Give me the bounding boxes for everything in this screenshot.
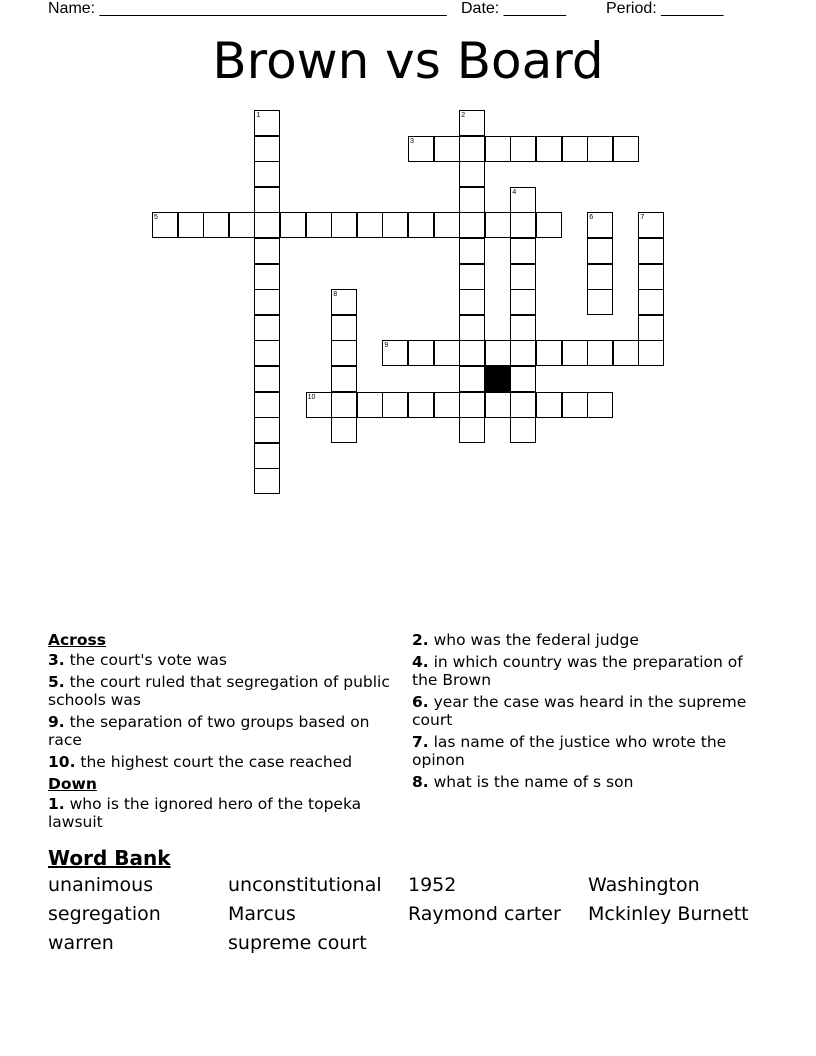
clue-number: 7 [640, 214, 645, 222]
crossword-cell[interactable] [562, 392, 588, 418]
crossword-cell[interactable] [459, 161, 485, 187]
word-bank-item: supreme court [228, 932, 367, 954]
crossword-cell[interactable] [254, 289, 280, 315]
clue-number: 4 [512, 188, 517, 196]
word-bank-item: Washington [588, 874, 700, 896]
word-bank-item: unanimous [48, 874, 154, 896]
crossword-cell[interactable] [587, 238, 613, 264]
clue-number: 8 [333, 291, 338, 299]
crossword-cell[interactable] [434, 340, 460, 366]
blocked-cell [485, 366, 511, 392]
crossword-cell[interactable] [587, 392, 613, 418]
crossword-cell[interactable] [254, 340, 280, 366]
crossword-cell[interactable] [536, 392, 562, 418]
period-field[interactable]: Period: _______ [606, 0, 724, 17]
crossword-cell[interactable] [510, 315, 536, 341]
crossword-cell[interactable] [254, 187, 280, 213]
crossword-cell[interactable] [254, 443, 280, 469]
clue-number: 1 [256, 112, 261, 119]
crossword-cell[interactable] [331, 366, 357, 392]
crossword-cell[interactable] [510, 212, 536, 238]
clue-number: 10 [307, 393, 316, 401]
crossword-cell[interactable] [254, 238, 280, 264]
crossword-cell[interactable] [178, 212, 204, 238]
crossword-cell[interactable] [562, 340, 588, 366]
crossword-cell[interactable] [459, 417, 485, 443]
clues-left-column [48, 631, 393, 835]
crossword-cell[interactable] [510, 392, 536, 418]
crossword-cell[interactable] [254, 136, 280, 162]
crossword-cell[interactable] [638, 340, 664, 366]
crossword-cell[interactable] [434, 392, 460, 418]
clue-across-10: 10. the highest court the case reached [48, 753, 353, 771]
crossword-cell[interactable] [562, 136, 588, 162]
crossword-cell[interactable] [408, 392, 434, 418]
word-bank-item: Raymond carter [408, 903, 561, 925]
clue-across-3: 3. the court's vote was [48, 651, 227, 669]
crossword-cell[interactable] [434, 136, 460, 162]
crossword-cell[interactable] [587, 264, 613, 290]
crossword-cell[interactable] [536, 340, 562, 366]
crossword-cell[interactable] [536, 136, 562, 162]
crossword-cell[interactable] [510, 366, 536, 392]
crossword-cell[interactable] [510, 238, 536, 264]
crossword-cell[interactable] [485, 136, 511, 162]
crossword-cell[interactable] [459, 340, 485, 366]
crossword-cell[interactable] [306, 212, 332, 238]
page-title: Brown vs Board [212, 32, 604, 90]
crossword-cell[interactable] [382, 212, 408, 238]
crossword-cell[interactable] [357, 212, 383, 238]
clue-down-1: 1. who is the ignored hero of the topeka lawsuit [48, 795, 362, 831]
clue-across-9: 9. the separation of two groups based on race [48, 713, 370, 749]
crossword-cell[interactable] [331, 392, 357, 418]
name-field[interactable]: Name: _______________________________________ [48, 0, 447, 17]
crossword-cell[interactable] [536, 212, 562, 238]
clue-across-5: 5. the court ruled that segregation of public schools was [48, 673, 390, 709]
crossword-cell[interactable] [459, 264, 485, 290]
clue-down-7: 7. las name of the justice who wrote the opinon [412, 733, 727, 769]
crossword-cell[interactable] [510, 264, 536, 290]
word-bank-item: warren [48, 932, 114, 954]
crossword-cell[interactable] [331, 212, 357, 238]
crossword-cell[interactable] [510, 417, 536, 443]
crossword-cell[interactable] [254, 417, 280, 443]
crossword-cell[interactable] [638, 289, 664, 315]
crossword-cell[interactable] [459, 289, 485, 315]
crossword-cell[interactable] [459, 136, 485, 162]
crossword-cell[interactable] [254, 161, 280, 187]
clue-number: 5 [154, 214, 158, 222]
across-heading: Across [48, 631, 106, 649]
crossword-cell[interactable] [510, 136, 536, 162]
clue-down-8: 8. what is the name of s son [412, 773, 634, 791]
crossword-cell[interactable] [485, 212, 511, 238]
crossword-cell[interactable] [254, 212, 280, 238]
crossword-cell[interactable] [459, 187, 485, 213]
word-bank-item: segregation [48, 903, 161, 925]
clue-down-6: 6. year the case was heard in the supreme court [412, 693, 747, 729]
clues-right-column [412, 631, 757, 795]
down-heading: Down [48, 775, 97, 793]
crossword-cell[interactable] [254, 468, 280, 494]
crossword-cell[interactable] [587, 136, 613, 162]
crossword-cell[interactable] [280, 212, 306, 238]
crossword-cell[interactable] [331, 417, 357, 443]
crossword-cell[interactable] [254, 264, 280, 290]
crossword-cell[interactable] [203, 212, 229, 238]
clue-number: 6 [589, 214, 594, 222]
crossword-cell[interactable] [382, 392, 408, 418]
crossword-cell[interactable] [331, 315, 357, 341]
crossword-cell[interactable] [638, 264, 664, 290]
date-field[interactable]: Date: _______ [461, 0, 566, 17]
crossword-cell[interactable] [254, 366, 280, 392]
crossword-cell[interactable] [357, 392, 383, 418]
word-bank-item: 1952 [408, 874, 457, 896]
crossword-cell[interactable] [459, 366, 485, 392]
crossword-cell[interactable] [434, 212, 460, 238]
crossword-cell[interactable] [613, 340, 639, 366]
crossword-cell[interactable] [408, 340, 434, 366]
crossword-cell[interactable] [459, 238, 485, 264]
crossword-cell[interactable] [485, 340, 511, 366]
crossword-cell[interactable] [485, 392, 511, 418]
crossword-cell[interactable] [638, 238, 664, 264]
word-bank-item: Mckinley Burnett [588, 903, 749, 925]
clue-number: 9 [384, 342, 389, 350]
word-bank-item: unconstitutional [228, 874, 382, 896]
crossword-cell[interactable] [331, 340, 357, 366]
clue-down-4: 4. in which country was the preparation of the Brown [412, 653, 743, 689]
crossword-cell[interactable] [587, 340, 613, 366]
clue-number: 2 [461, 112, 466, 119]
crossword-cell[interactable] [408, 212, 434, 238]
crossword-cell[interactable] [254, 315, 280, 341]
crossword-cell[interactable] [510, 289, 536, 315]
crossword-cell[interactable] [459, 392, 485, 418]
crossword-cell[interactable] [613, 136, 639, 162]
crossword-cell[interactable] [229, 212, 255, 238]
word-bank-title: Word Bank [48, 846, 171, 870]
crossword-cell[interactable] [587, 289, 613, 315]
word-bank-item: Marcus [228, 903, 296, 925]
crossword-cell[interactable] [459, 315, 485, 341]
crossword-cell[interactable] [459, 212, 485, 238]
clue-down-2: 2. who was the federal judge [412, 631, 639, 649]
clue-number: 3 [410, 137, 414, 145]
crossword-cell[interactable] [254, 392, 280, 418]
crossword-cell[interactable] [510, 340, 536, 366]
crossword-cell[interactable] [638, 315, 664, 341]
